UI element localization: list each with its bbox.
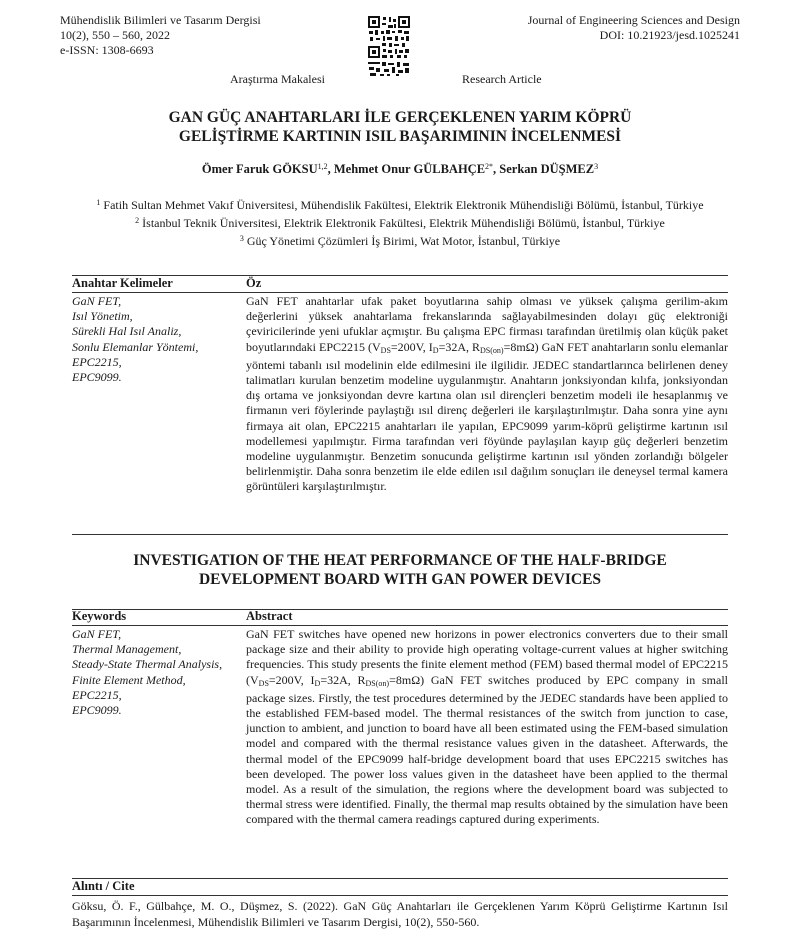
keyword: GaN FET, [72, 627, 122, 641]
author-separator: , [493, 162, 500, 176]
keyword: EPC9099. [72, 703, 122, 718]
qr-code-icon [367, 15, 411, 77]
affiliation-text: Fatih Sultan Mehmet Vakıf Üniversitesi, Mühendislik Fakültesi, Elektrik Elektronik Mühendisliği Bölümü, İstanbul, Türkiye [103, 198, 704, 212]
affiliation-item [80, 213, 720, 231]
author-affil-mark: 3 [594, 162, 599, 171]
journal-info-tr [60, 13, 261, 58]
title-tr-line-2: GELİŞTİRME KARTININ ISIL BAŞARIMININ İNCELENMESİ [178, 128, 622, 145]
abstract-segment: =200V, I [390, 339, 433, 354]
abstract-text-tr [246, 294, 728, 495]
abstract-text-en [246, 627, 728, 828]
abstract-segment: =32A, R [438, 339, 481, 354]
citation-text: Göksu, Ö. F., Gülbahçe, M. O., Düşmez, S. (2022). GaN Güç Anahtarları ile Gerçeklenen Yarım Köprü Geliştirme Kartının Isıl Başarımının İncelenmesi, Mühendislik Bilimleri ve Tasarım Dergisi, 10(2), 550-560. [72, 899, 728, 929]
doi: DOI: 10.21923/jesd.1025241 [599, 28, 740, 42]
section-divider [72, 609, 728, 610]
subscript: DS [380, 345, 391, 355]
author-affil-mark: 2* [485, 162, 494, 171]
article-type-en: Research Article [462, 72, 542, 86]
author-name: Serkan DÜŞMEZ [499, 162, 595, 176]
journal-name-en: Journal of Engineering Sciences and Design [527, 13, 740, 27]
abstract-heading-en: Abstract [246, 609, 293, 623]
abstract-heading-tr: Öz [246, 276, 262, 290]
section-divider [72, 878, 728, 879]
abstract-segment: =32A, R [320, 672, 366, 687]
section-divider [72, 292, 728, 293]
keyword: Steady-State Thermal Analysis, [72, 657, 223, 672]
abstract-segment: =8mΩ) GaN FET switches produced by EPC company in small package sizes. Firstly, the test procedures determined by the JEDEC standards have been applied to the established FEM-based model. The thermal resistances of the switch from junction to case, junction to ambient, and junction to board have all been estimated using the FEM-based simulation model and compared with the thermal resistance values given in the datasheet. Afterwards, the thermal model of the EPC9099 half-bridge development board that uses EPC2215 switches has been developed. The power loss values given in the datasheet have been applied to the thermal model. As a result of the simulation, the regions where the development board was subjected to thermal stress were identified. Finally, the thermal map results obtained by the simulation have been compared with the thermal camera readings captured during experiments. [246, 672, 728, 827]
keyword: EPC2215, [72, 354, 122, 369]
title-en-line-2: DEVELOPMENT BOARD WITH GAN POWER DEVICES [198, 571, 602, 588]
journal-volume: 10(2), 550 – 560, 2022 [60, 28, 170, 42]
keyword: Finite Element Method, [72, 672, 186, 687]
affiliation-list [80, 195, 720, 249]
subscript: DS(on) [365, 678, 390, 688]
affiliation-mark: 1 [96, 198, 101, 207]
journal-issn: e-ISSN: 1308-6693 [60, 43, 154, 57]
article-type-tr: Araştırma Makalesi [230, 72, 325, 86]
abstract-segment: =8mΩ) GaN FET anahtarların sonlu elemanlar yöntemi tabanlı ısıl modelinin elde edilmesini ile ilgilidir. JEDEC standartlarınca belirlenen deney talimatları kurulan benzetim modeline uygulanmıştır. Anahtarın jonksiyondan kılıfa, jonksiyondan dış ortama ve jonksiyondan devre kartına olan ısıl dirençleri benzetim modeli ile hesaplanmış ve firmanın veri föylerinde paylaştığı ısıl direnç değerleri ile karşılaştırılmıştır. Daha sonra yine aynı firmaya ait olan, EPC2215 anahtarları ile yapılan, EPC9099 yarım-köprü geliştirme kartının ısıl modellemesi yapılmıştır. Firma tarafından veri föyünde paylaşılan kayıp güç değerleri benzetim modeline uygulanmıştır. Benzetim sonucunda geliştirme kartının ısıl yönden zorlandığı bölgeler belirlenmiştir. Daha sonra benzetim ile elde edilen ısıl dağılım sonuçları ile deneysel termal kamera görüntüleri karşılaştırılmıştır. [246, 339, 729, 494]
section-divider [72, 625, 728, 626]
keyword: Isıl Yönetim, [72, 309, 133, 324]
subscript: DS(on) [480, 345, 504, 355]
abstract-segment: GaN FET switches have opened new horizons in power electronics converters due to their small package size and their ability to provide high operating voltage-current values at higher switching frequencies. This study presents the finite element method (FEM) based thermal model of EPC2215 (V [246, 627, 728, 687]
subscript: D [432, 345, 439, 355]
keywords-heading-tr: Anahtar Kelimeler [72, 276, 173, 290]
keywords-list-tr [72, 294, 242, 385]
keyword: GaN FET, [72, 294, 122, 308]
abstract-segment: GaN FET anahtarlar ufak paket boyutlarına sahip olması ve yüksek çalışma gerilim-akım değerlerini yüksek anahtarlama frekanslarında sağlayabilmesinden dolayı güç elektroniği çeviricilerinde yeni ufuklar açmıştır. Bu çalışma EPC firması tarafından üretilmiş olan küçük paket boyutlarındaki EPC2215 (V [246, 294, 728, 354]
author-affil-mark: 1,2 [317, 162, 328, 171]
abstract-segment: =200V, I [268, 672, 315, 687]
title-en-line-1: INVESTIGATION OF THE HEAT PERFORMANCE OF THE HALF-BRIDGE [133, 552, 667, 569]
journal-name-tr: Mühendislik Bilimleri ve Tasarım Dergisi [60, 13, 261, 27]
keyword: EPC2215, [72, 687, 122, 702]
affiliation-item [80, 195, 720, 213]
paper-title-tr [60, 108, 740, 146]
keyword: Sürekli Hal Isıl Analiz, [72, 324, 182, 339]
keywords-list-en [72, 627, 242, 718]
paper-title-en [60, 551, 740, 589]
author-name: Mehmet Onur GÜLBAHÇE [333, 162, 486, 176]
author-name: Ömer Faruk GÖKSU [201, 162, 318, 176]
keyword: Thermal Management, [72, 642, 182, 657]
section-divider [72, 534, 728, 535]
author-separator: , [327, 162, 334, 176]
subscript: DS [258, 678, 269, 688]
section-divider [72, 895, 728, 896]
keyword: Sonlu Elemanlar Yöntemi, [72, 339, 199, 354]
subscript: D [314, 678, 321, 688]
affiliation-item [80, 231, 720, 249]
affiliation-mark: 2 [135, 216, 140, 225]
title-tr-line-1: GAN GÜÇ ANAHTARLARI İLE GERÇEKLENEN YARIM KÖPRÜ [168, 109, 632, 126]
keyword: EPC9099. [72, 370, 122, 385]
affiliation-mark: 3 [239, 234, 244, 243]
affiliation-text: Güç Yönetimi Çözümleri İş Birimi, Wat Motor, İstanbul, Türkiye [246, 234, 561, 248]
citation-heading: Alıntı / Cite [72, 879, 135, 893]
affiliation-text: İstanbul Teknik Üniversitesi, Elektrik Elektronik Fakültesi, Elektrik Mühendisliği Bölümü, İstanbul, Türkiye [142, 216, 665, 230]
author-list [60, 162, 740, 177]
journal-info-en [528, 13, 740, 43]
keywords-heading-en: Keywords [72, 609, 127, 623]
